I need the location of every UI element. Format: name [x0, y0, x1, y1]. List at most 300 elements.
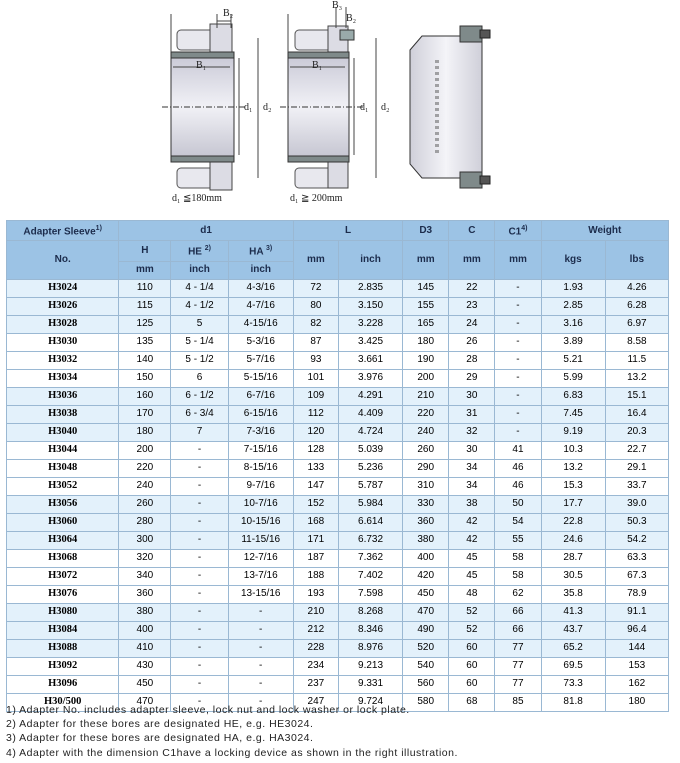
table-cell: 260: [119, 495, 171, 513]
adapter-sleeve-drawings: [160, 0, 500, 208]
header-l-inch: inch: [338, 241, 402, 279]
table-cell: 9.213: [338, 657, 402, 675]
table-cell: -: [171, 621, 228, 639]
table-cell: 7: [171, 423, 228, 441]
table-cell: -: [228, 621, 293, 639]
table-cell: 6.732: [338, 531, 402, 549]
table-cell: 237: [293, 675, 338, 693]
header-l-mm: mm: [293, 241, 338, 279]
technical-drawing: [160, 0, 500, 208]
table-cell: 43.7: [541, 621, 605, 639]
table-cell: 73.3: [541, 675, 605, 693]
drawing-large-bore: [280, 7, 376, 188]
table-row: [7, 621, 669, 639]
table-cell: -: [228, 675, 293, 693]
footnote-1: 1) Adapter No. includes adapter sleeve, lock nut and lock washer or lock plate.: [6, 704, 410, 716]
table-row: [7, 513, 669, 531]
table-cell: 41.3: [541, 603, 605, 621]
table-cell: 200: [119, 441, 171, 459]
table-cell: 240: [119, 477, 171, 495]
table-cell: 5.21: [541, 351, 605, 369]
table-cell: 247: [293, 693, 338, 711]
table-cell: 30: [449, 387, 495, 405]
adapter-number-cell: H3044: [7, 441, 119, 459]
table-cell: -: [171, 693, 228, 711]
table-cell: 8.58: [605, 333, 668, 351]
table-cell: 260: [403, 441, 449, 459]
table-cell: 6-15/16: [228, 405, 293, 423]
adapter-number-cell: H3088: [7, 639, 119, 657]
table-cell: 7.402: [338, 567, 402, 585]
table-cell: 400: [119, 621, 171, 639]
table-cell: -: [495, 405, 541, 423]
table-cell: 69.5: [541, 657, 605, 675]
adapter-sleeve-table: [6, 220, 669, 712]
table-cell: -: [495, 315, 541, 333]
table-cell: 7-15/16: [228, 441, 293, 459]
table-cell: 520: [403, 639, 449, 657]
caption-middle: d₁ ≧ 200mm: [290, 193, 343, 204]
table-cell: 190: [403, 351, 449, 369]
header-weight: Weight: [541, 221, 668, 241]
table-cell: 10-15/16: [228, 513, 293, 531]
table-cell: 125: [119, 315, 171, 333]
table-cell: 13-7/16: [228, 567, 293, 585]
table-cell: 52: [449, 603, 495, 621]
table-cell: 540: [403, 657, 449, 675]
table-cell: 33.7: [605, 477, 668, 495]
caption-left: d₁ ≦180mm: [172, 193, 222, 204]
header-c: C: [449, 221, 495, 241]
table-cell: 29: [449, 369, 495, 387]
header-no: No.: [7, 241, 119, 279]
table-cell: 7.362: [338, 549, 402, 567]
table-cell: 4 - 1/4: [171, 279, 228, 297]
table-cell: 77: [495, 675, 541, 693]
table-cell: 60: [449, 639, 495, 657]
table-cell: 78.9: [605, 585, 668, 603]
label-b3-middle: B₃: [332, 0, 343, 11]
table-cell: 9.19: [541, 423, 605, 441]
table-cell: 162: [605, 675, 668, 693]
table-cell: 6-7/16: [228, 387, 293, 405]
table-cell: -: [228, 693, 293, 711]
table-cell: 400: [403, 549, 449, 567]
table-cell: 2.835: [338, 279, 402, 297]
table-cell: 210: [403, 387, 449, 405]
table-cell: 580: [403, 693, 449, 711]
table-cell: 171: [293, 531, 338, 549]
table-cell: 5.039: [338, 441, 402, 459]
table-cell: 39.0: [605, 495, 668, 513]
table-cell: 5 - 1/4: [171, 333, 228, 351]
table-cell: 188: [293, 567, 338, 585]
table-cell: 45: [449, 549, 495, 567]
table-cell: 168: [293, 513, 338, 531]
header-he-inch: inch: [171, 261, 228, 279]
label-b2-middle: B₂: [346, 13, 357, 24]
adapter-number-cell: H3056: [7, 495, 119, 513]
adapter-number-cell: H3036: [7, 387, 119, 405]
adapter-number-cell: H3030: [7, 333, 119, 351]
table-cell: 280: [119, 513, 171, 531]
table-cell: -: [228, 639, 293, 657]
table-cell: 77: [495, 657, 541, 675]
table-cell: 3.661: [338, 351, 402, 369]
table-cell: 150: [119, 369, 171, 387]
table-cell: 8.268: [338, 603, 402, 621]
table-cell: 110: [119, 279, 171, 297]
table-cell: 46: [495, 477, 541, 495]
table-cell: 6: [171, 369, 228, 387]
table-row: [7, 369, 669, 387]
table-cell: 66: [495, 621, 541, 639]
table-cell: 145: [403, 279, 449, 297]
footnotes: [6, 703, 458, 760]
table-cell: 28: [449, 351, 495, 369]
table-cell: 6 - 3/4: [171, 405, 228, 423]
table-cell: 6.97: [605, 315, 668, 333]
table-cell: -: [228, 603, 293, 621]
adapter-number-cell: H3040: [7, 423, 119, 441]
table-cell: 220: [403, 405, 449, 423]
table-cell: 360: [119, 585, 171, 603]
table-cell: 60: [449, 675, 495, 693]
table-cell: 430: [119, 657, 171, 675]
table-cell: 5-15/16: [228, 369, 293, 387]
table-row: [7, 351, 669, 369]
table-cell: 4-3/16: [228, 279, 293, 297]
table-cell: 4 - 1/2: [171, 297, 228, 315]
table-cell: -: [171, 441, 228, 459]
table-cell: -: [171, 603, 228, 621]
table-cell: 8-15/16: [228, 459, 293, 477]
label-d2-middle: d₂: [381, 102, 390, 113]
header-c-mm: mm: [449, 241, 495, 279]
table-cell: 1.93: [541, 279, 605, 297]
header-d3-mm: mm: [403, 241, 449, 279]
adapter-number-cell: H3048: [7, 459, 119, 477]
adapter-number-cell: H3060: [7, 513, 119, 531]
table-cell: 420: [403, 567, 449, 585]
table-cell: 212: [293, 621, 338, 639]
footnote-3: 3) Adapter for these bores are designated HA, e.g. HA3024.: [6, 732, 314, 745]
table-cell: 9-7/16: [228, 477, 293, 495]
table-cell: 220: [119, 459, 171, 477]
table-cell: 24: [449, 315, 495, 333]
table-cell: -: [171, 531, 228, 549]
table-cell: 4.26: [605, 279, 668, 297]
table-cell: -: [171, 657, 228, 675]
table-cell: 234: [293, 657, 338, 675]
table-cell: 3.228: [338, 315, 402, 333]
table-cell: 2.85: [541, 297, 605, 315]
table-cell: 10-7/16: [228, 495, 293, 513]
table-cell: 300: [119, 531, 171, 549]
table-cell: -: [171, 639, 228, 657]
table-cell: 65.2: [541, 639, 605, 657]
table-cell: 5.984: [338, 495, 402, 513]
adapter-number-cell: H3084: [7, 621, 119, 639]
table-cell: 5-7/16: [228, 351, 293, 369]
table-cell: 228: [293, 639, 338, 657]
table-cell: 144: [605, 639, 668, 657]
footnote-2: 2) Adapter for these bores are designated HE, e.g. HE3024.: [6, 718, 314, 731]
adapter-number-cell: H3038: [7, 405, 119, 423]
table-cell: 35.8: [541, 585, 605, 603]
table-cell: -: [495, 333, 541, 351]
table-cell: 63.3: [605, 549, 668, 567]
table-cell: -: [495, 423, 541, 441]
table-row: [7, 675, 669, 693]
table-cell: 6.28: [605, 297, 668, 315]
table-cell: 187: [293, 549, 338, 567]
table-cell: 62: [495, 585, 541, 603]
table-cell: 81.8: [541, 693, 605, 711]
table-row: [7, 657, 669, 675]
table-cell: 380: [119, 603, 171, 621]
table-cell: 180: [119, 423, 171, 441]
table-cell: 85: [495, 693, 541, 711]
header-he: HE $^{2)}$: [171, 241, 228, 261]
table-cell: 115: [119, 297, 171, 315]
table-cell: 340: [119, 567, 171, 585]
table-cell: 180: [605, 693, 668, 711]
table-cell: 30.5: [541, 567, 605, 585]
table-cell: 11-15/16: [228, 531, 293, 549]
table-cell: 11.5: [605, 351, 668, 369]
table-cell: 290: [403, 459, 449, 477]
label-b1-left: B₁: [196, 60, 207, 71]
table-cell: 54.2: [605, 531, 668, 549]
table-cell: 13-15/16: [228, 585, 293, 603]
label-d1-middle: d₁: [360, 102, 369, 113]
header-c1-mm: mm: [495, 241, 541, 279]
table-cell: 320: [119, 549, 171, 567]
table-cell: -: [495, 387, 541, 405]
footnote-4: 4) Adapter with the dimension C1have a locking device as shown in the right illustration.: [6, 746, 458, 759]
table-cell: 5: [171, 315, 228, 333]
table-cell: 470: [403, 603, 449, 621]
table-cell: 34: [449, 477, 495, 495]
table-cell: 560: [403, 675, 449, 693]
table-cell: -: [171, 675, 228, 693]
table-cell: 10.3: [541, 441, 605, 459]
table-cell: 13.2: [605, 369, 668, 387]
table-cell: 30: [449, 441, 495, 459]
table-cell: 7-3/16: [228, 423, 293, 441]
table-row: [7, 459, 669, 477]
table-cell: 66: [495, 603, 541, 621]
table-cell: 67.3: [605, 567, 668, 585]
table-cell: 410: [119, 639, 171, 657]
table-cell: 16.4: [605, 405, 668, 423]
table-row: [7, 585, 669, 603]
table-cell: 9.724: [338, 693, 402, 711]
table-cell: 8.346: [338, 621, 402, 639]
table-cell: 5.99: [541, 369, 605, 387]
table-cell: 80: [293, 297, 338, 315]
table-cell: 153: [605, 657, 668, 675]
table-cell: 32: [449, 423, 495, 441]
table-row: [7, 495, 669, 513]
table-cell: 193: [293, 585, 338, 603]
table-cell: 5-3/16: [228, 333, 293, 351]
table-cell: 330: [403, 495, 449, 513]
table-cell: -: [171, 585, 228, 603]
table-cell: 34: [449, 459, 495, 477]
table-cell: 7.45: [541, 405, 605, 423]
table-cell: 38: [449, 495, 495, 513]
table-row: [7, 549, 669, 567]
table-row: [7, 279, 669, 297]
table-row: [7, 639, 669, 657]
table-cell: 12-7/16: [228, 549, 293, 567]
table-cell: 6.614: [338, 513, 402, 531]
table-cell: 52: [449, 621, 495, 639]
table-cell: 3.16: [541, 315, 605, 333]
table-cell: 54: [495, 513, 541, 531]
header-d3: D3: [403, 221, 449, 241]
table-cell: 6.83: [541, 387, 605, 405]
table-cell: -: [495, 369, 541, 387]
table-row: [7, 315, 669, 333]
adapter-number-cell: H3024: [7, 279, 119, 297]
table-cell: 155: [403, 297, 449, 315]
table-cell: 160: [119, 387, 171, 405]
table-row: [7, 405, 669, 423]
table-cell: 210: [293, 603, 338, 621]
adapter-number-cell: H3028: [7, 315, 119, 333]
table-cell: 5.787: [338, 477, 402, 495]
table-cell: 46: [495, 459, 541, 477]
adapter-number-cell: H3072: [7, 567, 119, 585]
adapter-number-cell: H30/500: [7, 693, 119, 711]
header-lbs: lbs: [605, 241, 668, 279]
table-cell: -: [495, 279, 541, 297]
table-row: [7, 603, 669, 621]
table-cell: 9.331: [338, 675, 402, 693]
adapter-number-cell: H3068: [7, 549, 119, 567]
adapter-number-cell: H3034: [7, 369, 119, 387]
adapter-number-cell: H3076: [7, 585, 119, 603]
table-cell: 22: [449, 279, 495, 297]
table-cell: 3.150: [338, 297, 402, 315]
table-cell: 96.4: [605, 621, 668, 639]
table-cell: 20.3: [605, 423, 668, 441]
table-cell: -: [171, 477, 228, 495]
table-cell: 24.6: [541, 531, 605, 549]
table-cell: 180: [403, 333, 449, 351]
table-row: [7, 567, 669, 585]
header-kgs: kgs: [541, 241, 605, 279]
table-cell: 91.1: [605, 603, 668, 621]
table-cell: 450: [119, 675, 171, 693]
table-row: [7, 531, 669, 549]
table-cell: 128: [293, 441, 338, 459]
header-l: L: [293, 221, 402, 241]
table-cell: -: [228, 657, 293, 675]
label-d1-left: d₁: [244, 102, 253, 113]
table-cell: 6 - 1/2: [171, 387, 228, 405]
label-d2-left: d₂: [263, 102, 272, 113]
table-cell: 58: [495, 567, 541, 585]
table-cell: 28.7: [541, 549, 605, 567]
table-cell: 470: [119, 693, 171, 711]
header-h-mm: mm: [119, 261, 171, 279]
table-row: [7, 297, 669, 315]
table-cell: 72: [293, 279, 338, 297]
table-cell: 120: [293, 423, 338, 441]
table-cell: -: [171, 495, 228, 513]
header-ha-inch: inch: [228, 261, 293, 279]
table-cell: 4.291: [338, 387, 402, 405]
table-row: [7, 387, 669, 405]
table-cell: 5 - 1/2: [171, 351, 228, 369]
table-cell: 60: [449, 657, 495, 675]
table-cell: 87: [293, 333, 338, 351]
table-cell: 8.976: [338, 639, 402, 657]
table-cell: 22.7: [605, 441, 668, 459]
table-cell: 109: [293, 387, 338, 405]
table-cell: 68: [449, 693, 495, 711]
table-cell: 42: [449, 513, 495, 531]
table-cell: 490: [403, 621, 449, 639]
table-cell: 50: [495, 495, 541, 513]
table-cell: 360: [403, 513, 449, 531]
table-cell: 3.425: [338, 333, 402, 351]
header-h: H: [119, 241, 171, 261]
table-cell: 147: [293, 477, 338, 495]
table-cell: 3.89: [541, 333, 605, 351]
label-b1-middle: B₁: [312, 60, 323, 71]
table-cell: 82: [293, 315, 338, 333]
table-cell: 310: [403, 477, 449, 495]
adapter-number-cell: H3026: [7, 297, 119, 315]
table-cell: 5.236: [338, 459, 402, 477]
table-cell: 7.598: [338, 585, 402, 603]
table-cell: 165: [403, 315, 449, 333]
table-cell: 4.409: [338, 405, 402, 423]
table-cell: 152: [293, 495, 338, 513]
table-cell: 17.7: [541, 495, 605, 513]
table-cell: 4-15/16: [228, 315, 293, 333]
table-cell: 3.976: [338, 369, 402, 387]
table-cell: -: [495, 297, 541, 315]
table-cell: 450: [403, 585, 449, 603]
table-cell: 140: [119, 351, 171, 369]
table-cell: 13.2: [541, 459, 605, 477]
table-cell: 50.3: [605, 513, 668, 531]
table-cell: 31: [449, 405, 495, 423]
header-c1: C1$^{4)}$: [495, 221, 541, 241]
table-cell: 240: [403, 423, 449, 441]
table-cell: -: [171, 459, 228, 477]
table-cell: 4.724: [338, 423, 402, 441]
table-cell: 77: [495, 639, 541, 657]
drawing-locking-device: [410, 26, 490, 188]
table-cell: -: [171, 513, 228, 531]
adapter-number-cell: H3092: [7, 657, 119, 675]
table-cell: -: [171, 567, 228, 585]
adapter-number-cell: H3052: [7, 477, 119, 495]
table-cell: 15.3: [541, 477, 605, 495]
header-d1: d1: [119, 221, 294, 241]
table-cell: 170: [119, 405, 171, 423]
header-ha: HA $^{3)}$: [228, 241, 293, 261]
table-cell: -: [495, 351, 541, 369]
table-row: [7, 423, 669, 441]
